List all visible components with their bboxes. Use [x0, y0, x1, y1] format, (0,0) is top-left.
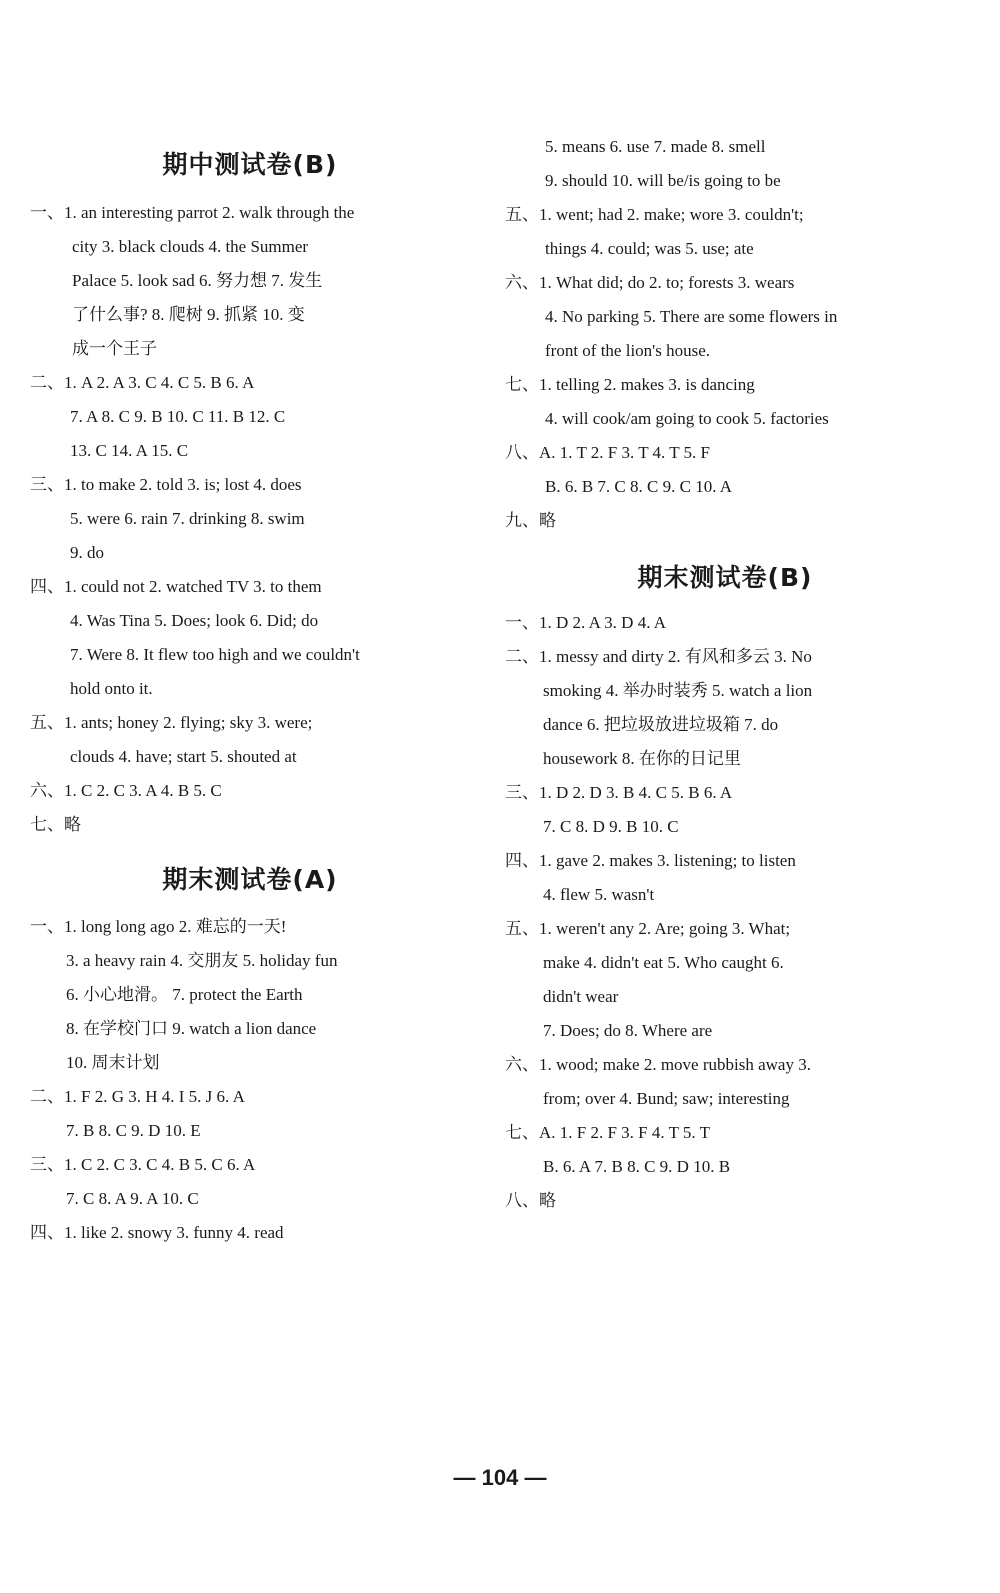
- answer-line: 3. a heavy rain 4. 交朋友 5. holiday fun: [66, 951, 338, 970]
- answer-line: front of the lion's house.: [545, 341, 711, 360]
- answer-line: 5. were 6. rain 7. drinking 8. swim: [70, 509, 305, 528]
- answer-line: 5. means 6. use 7. made 8. smell: [545, 137, 766, 156]
- answer-line: 三、1. D 2. D 3. B 4. C 5. B 6. A: [505, 783, 733, 802]
- answer-line: 6. 小心地滑。 7. protect the Earth: [66, 985, 303, 1004]
- answer-line: 七、略: [30, 815, 81, 834]
- answer-line: smoking 4. 举办时装秀 5. watch a lion: [543, 681, 813, 700]
- section-title: 期末测试卷(A): [162, 865, 338, 894]
- answer-line: 一、1. D 2. A 3. D 4. A: [505, 613, 667, 632]
- answer-line: 二、1. messy and dirty 2. 有风和多云 3. No: [505, 647, 812, 666]
- answer-line: 三、1. C 2. C 3. C 4. B 5. C 6. A: [30, 1155, 256, 1174]
- answer-line: B. 6. A 7. B 8. C 9. D 10. B: [543, 1157, 731, 1176]
- answer-line: 七、1. telling 2. makes 3. is dancing: [505, 375, 755, 394]
- answer-line: 四、1. like 2. snowy 3. funny 4. read: [30, 1223, 284, 1242]
- answer-line: 7. Does; do 8. Where are: [543, 1021, 713, 1040]
- answer-line: 13. C 14. A 15. C: [70, 441, 189, 460]
- answer-line: 9. should 10. will be/is going to be: [545, 171, 781, 190]
- answer-line: 四、1. gave 2. makes 3. listening; to listen: [505, 851, 796, 870]
- answer-line: 4. will cook/am going to cook 5. factories: [545, 409, 829, 428]
- answer-line: 七、A. 1. F 2. F 3. F 4. T 5. T: [505, 1123, 710, 1142]
- answer-line: 一、1. long long ago 2. 难忘的一天!: [30, 917, 287, 936]
- answer-line: 7. A 8. C 9. B 10. C 11. B 12. C: [70, 407, 286, 426]
- answer-line: 7. C 8. D 9. B 10. C: [543, 817, 679, 836]
- answer-line: 六、1. C 2. C 3. A 4. B 5. C: [30, 781, 222, 800]
- answer-line: hold onto it.: [70, 679, 153, 698]
- answer-line: Palace 5. look sad 6. 努力想 7. 发生: [72, 271, 323, 290]
- answer-line: 四、1. could not 2. watched TV 3. to them: [30, 577, 322, 596]
- answer-line: make 4. didn't eat 5. Who caught 6.: [543, 953, 784, 972]
- answer-line: 4. No parking 5. There are some flowers in: [545, 307, 838, 326]
- answer-line: B. 6. B 7. C 8. C 9. C 10. A: [545, 477, 733, 496]
- answer-line: 六、1. wood; make 2. move rubbish away 3.: [505, 1055, 811, 1074]
- answer-line: 八、略: [505, 1191, 556, 1210]
- answer-line: 4. Was Tina 5. Does; look 6. Did; do: [70, 611, 319, 630]
- answer-line: city 3. black clouds 4. the Summer: [72, 237, 309, 256]
- section-title: 期末测试卷(B): [637, 563, 813, 592]
- answer-line: 一、1. an interesting parrot 2. walk through the: [30, 203, 355, 222]
- answer-line: 二、1. F 2. G 3. H 4. I 5. J 6. A: [30, 1087, 245, 1106]
- answer-line: 4. flew 5. wasn't: [543, 885, 655, 904]
- answer-line: 三、1. to make 2. told 3. is; lost 4. does: [30, 475, 302, 494]
- answer-line: clouds 4. have; start 5. shouted at: [70, 747, 297, 766]
- answer-line: 7. C 8. A 9. A 10. C: [66, 1189, 199, 1208]
- answer-line: housework 8. 在你的日记里: [543, 749, 741, 768]
- answer-line: from; over 4. Bund; saw; interesting: [543, 1089, 790, 1108]
- answer-line: 二、1. A 2. A 3. C 4. C 5. B 6. A: [30, 373, 255, 392]
- answer-line: 六、1. What did; do 2. to; forests 3. wears: [505, 273, 795, 292]
- answer-line: 成一个王子: [72, 339, 157, 358]
- page-number: — 104 —: [453, 1465, 547, 1490]
- answer-line: 九、略: [505, 511, 556, 530]
- answer-line: 7. B 8. C 9. D 10. E: [66, 1121, 201, 1140]
- answer-line: 五、1. ants; honey 2. flying; sky 3. were;: [30, 713, 313, 732]
- answer-line: 8. 在学校门口 9. watch a lion dance: [66, 1019, 317, 1038]
- answer-line: dance 6. 把垃圾放进垃圾箱 7. do: [543, 715, 779, 734]
- answer-line: 八、A. 1. T 2. F 3. T 4. T 5. F: [505, 443, 710, 462]
- answer-line: didn't wear: [543, 987, 619, 1006]
- answer-line: 9. do: [70, 543, 104, 562]
- answer-line: 五、1. weren't any 2. Are; going 3. What;: [505, 919, 791, 938]
- answer-line: 了什么事? 8. 爬树 9. 抓紧 10. 变: [72, 305, 305, 324]
- answer-line: 10. 周末计划: [66, 1053, 160, 1072]
- answer-line: 五、1. went; had 2. make; wore 3. couldn't;: [505, 205, 804, 224]
- answer-line: things 4. could; was 5. use; ate: [545, 239, 754, 258]
- section-title: 期中测试卷(B): [162, 150, 338, 179]
- answer-line: 7. Were 8. It flew too high and we couldn't: [70, 645, 360, 664]
